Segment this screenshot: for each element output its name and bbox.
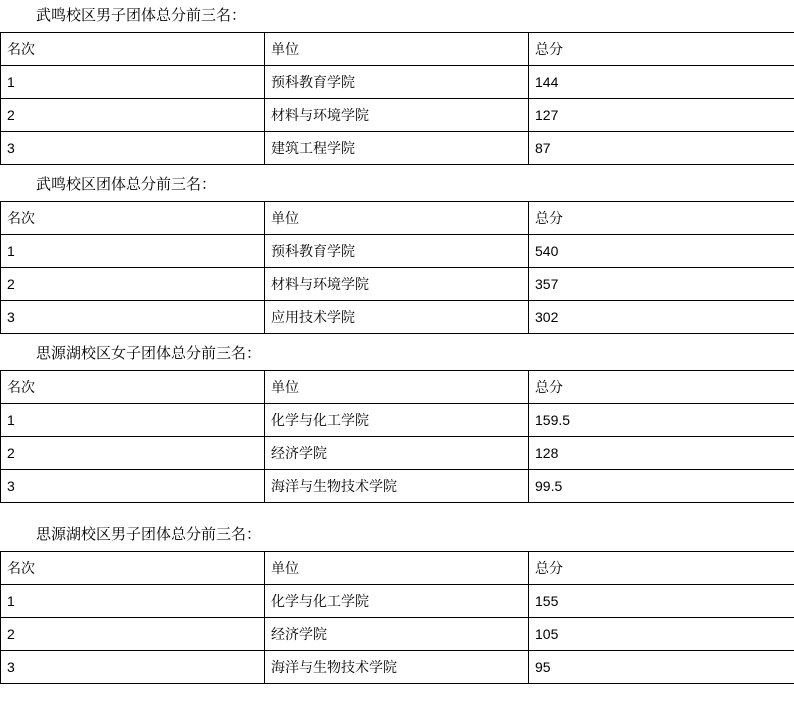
cell-score: 155 <box>529 585 794 618</box>
section-wuming-mens-team <box>0 0 794 165</box>
cell-score: 144 <box>529 66 794 99</box>
section-title: 武鸣校区男子团体总分前三名： <box>36 7 247 24</box>
cell-rank: 2 <box>1 99 265 132</box>
cell-rank: 2 <box>1 437 265 470</box>
cell-unit: 海洋与生物技术学院 <box>265 470 529 503</box>
table-row <box>1 585 794 618</box>
cell-score: 540 <box>529 235 794 268</box>
cell-unit: 材料与环境学院 <box>265 99 529 132</box>
cell-unit: 建筑工程学院 <box>265 132 529 165</box>
table-header-row <box>1 371 794 404</box>
section-siyuanhu-womens-team <box>0 338 794 503</box>
cell-unit: 材料与环境学院 <box>265 268 529 301</box>
cell-unit: 预科教育学院 <box>265 66 529 99</box>
section-title: 思源湖校区男子团体总分前三名： <box>36 526 262 543</box>
section-title: 思源湖校区女子团体总分前三名： <box>36 345 262 362</box>
table-header-row <box>1 552 794 585</box>
cell-rank: 3 <box>1 132 265 165</box>
cell-rank: 3 <box>1 301 265 334</box>
cell-rank: 1 <box>1 235 265 268</box>
cell-rank: 2 <box>1 268 265 301</box>
cell-score: 127 <box>529 99 794 132</box>
section-wuming-overall-team <box>0 169 794 334</box>
column-header-rank: 名次 <box>1 371 265 404</box>
column-header-rank: 名次 <box>1 202 265 235</box>
cell-unit: 化学与化工学院 <box>265 404 529 437</box>
table-row <box>1 437 794 470</box>
cell-score: 105 <box>529 618 794 651</box>
cell-rank: 2 <box>1 618 265 651</box>
results-table <box>0 370 794 503</box>
column-header-unit: 单位 <box>265 552 529 585</box>
table-row <box>1 404 794 437</box>
cell-rank: 1 <box>1 585 265 618</box>
cell-unit: 化学与化工学院 <box>265 585 529 618</box>
cell-unit: 预科教育学院 <box>265 235 529 268</box>
table-row <box>1 99 794 132</box>
table-row <box>1 268 794 301</box>
results-table <box>0 201 794 334</box>
table-row <box>1 235 794 268</box>
column-header-unit: 单位 <box>265 202 529 235</box>
column-header-score: 总分 <box>529 33 794 66</box>
table-row <box>1 132 794 165</box>
cell-unit: 经济学院 <box>265 437 529 470</box>
cell-score: 95 <box>529 651 794 684</box>
column-header-score: 总分 <box>529 371 794 404</box>
cell-score: 357 <box>529 268 794 301</box>
section-siyuanhu-mens-team <box>0 519 794 684</box>
cell-unit: 应用技术学院 <box>265 301 529 334</box>
table-row <box>1 470 794 503</box>
table-row <box>1 66 794 99</box>
column-header-unit: 单位 <box>265 33 529 66</box>
column-header-rank: 名次 <box>1 552 265 585</box>
cell-score: 99.5 <box>529 470 794 503</box>
column-header-unit: 单位 <box>265 371 529 404</box>
cell-unit: 海洋与生物技术学院 <box>265 651 529 684</box>
cell-rank: 3 <box>1 651 265 684</box>
column-header-score: 总分 <box>529 552 794 585</box>
cell-score: 302 <box>529 301 794 334</box>
table-row <box>1 301 794 334</box>
cell-rank: 3 <box>1 470 265 503</box>
cell-score: 159.5 <box>529 404 794 437</box>
table-row <box>1 618 794 651</box>
results-table <box>0 551 794 684</box>
cell-rank: 1 <box>1 404 265 437</box>
column-header-score: 总分 <box>529 202 794 235</box>
table-header-row <box>1 202 794 235</box>
section-title: 武鸣校区团体总分前三名： <box>36 176 217 193</box>
cell-unit: 经济学院 <box>265 618 529 651</box>
table-row <box>1 651 794 684</box>
results-table <box>0 32 794 165</box>
column-header-rank: 名次 <box>1 33 265 66</box>
cell-rank: 1 <box>1 66 265 99</box>
cell-score: 128 <box>529 437 794 470</box>
table-header-row <box>1 33 794 66</box>
cell-score: 87 <box>529 132 794 165</box>
spacer <box>0 503 794 519</box>
